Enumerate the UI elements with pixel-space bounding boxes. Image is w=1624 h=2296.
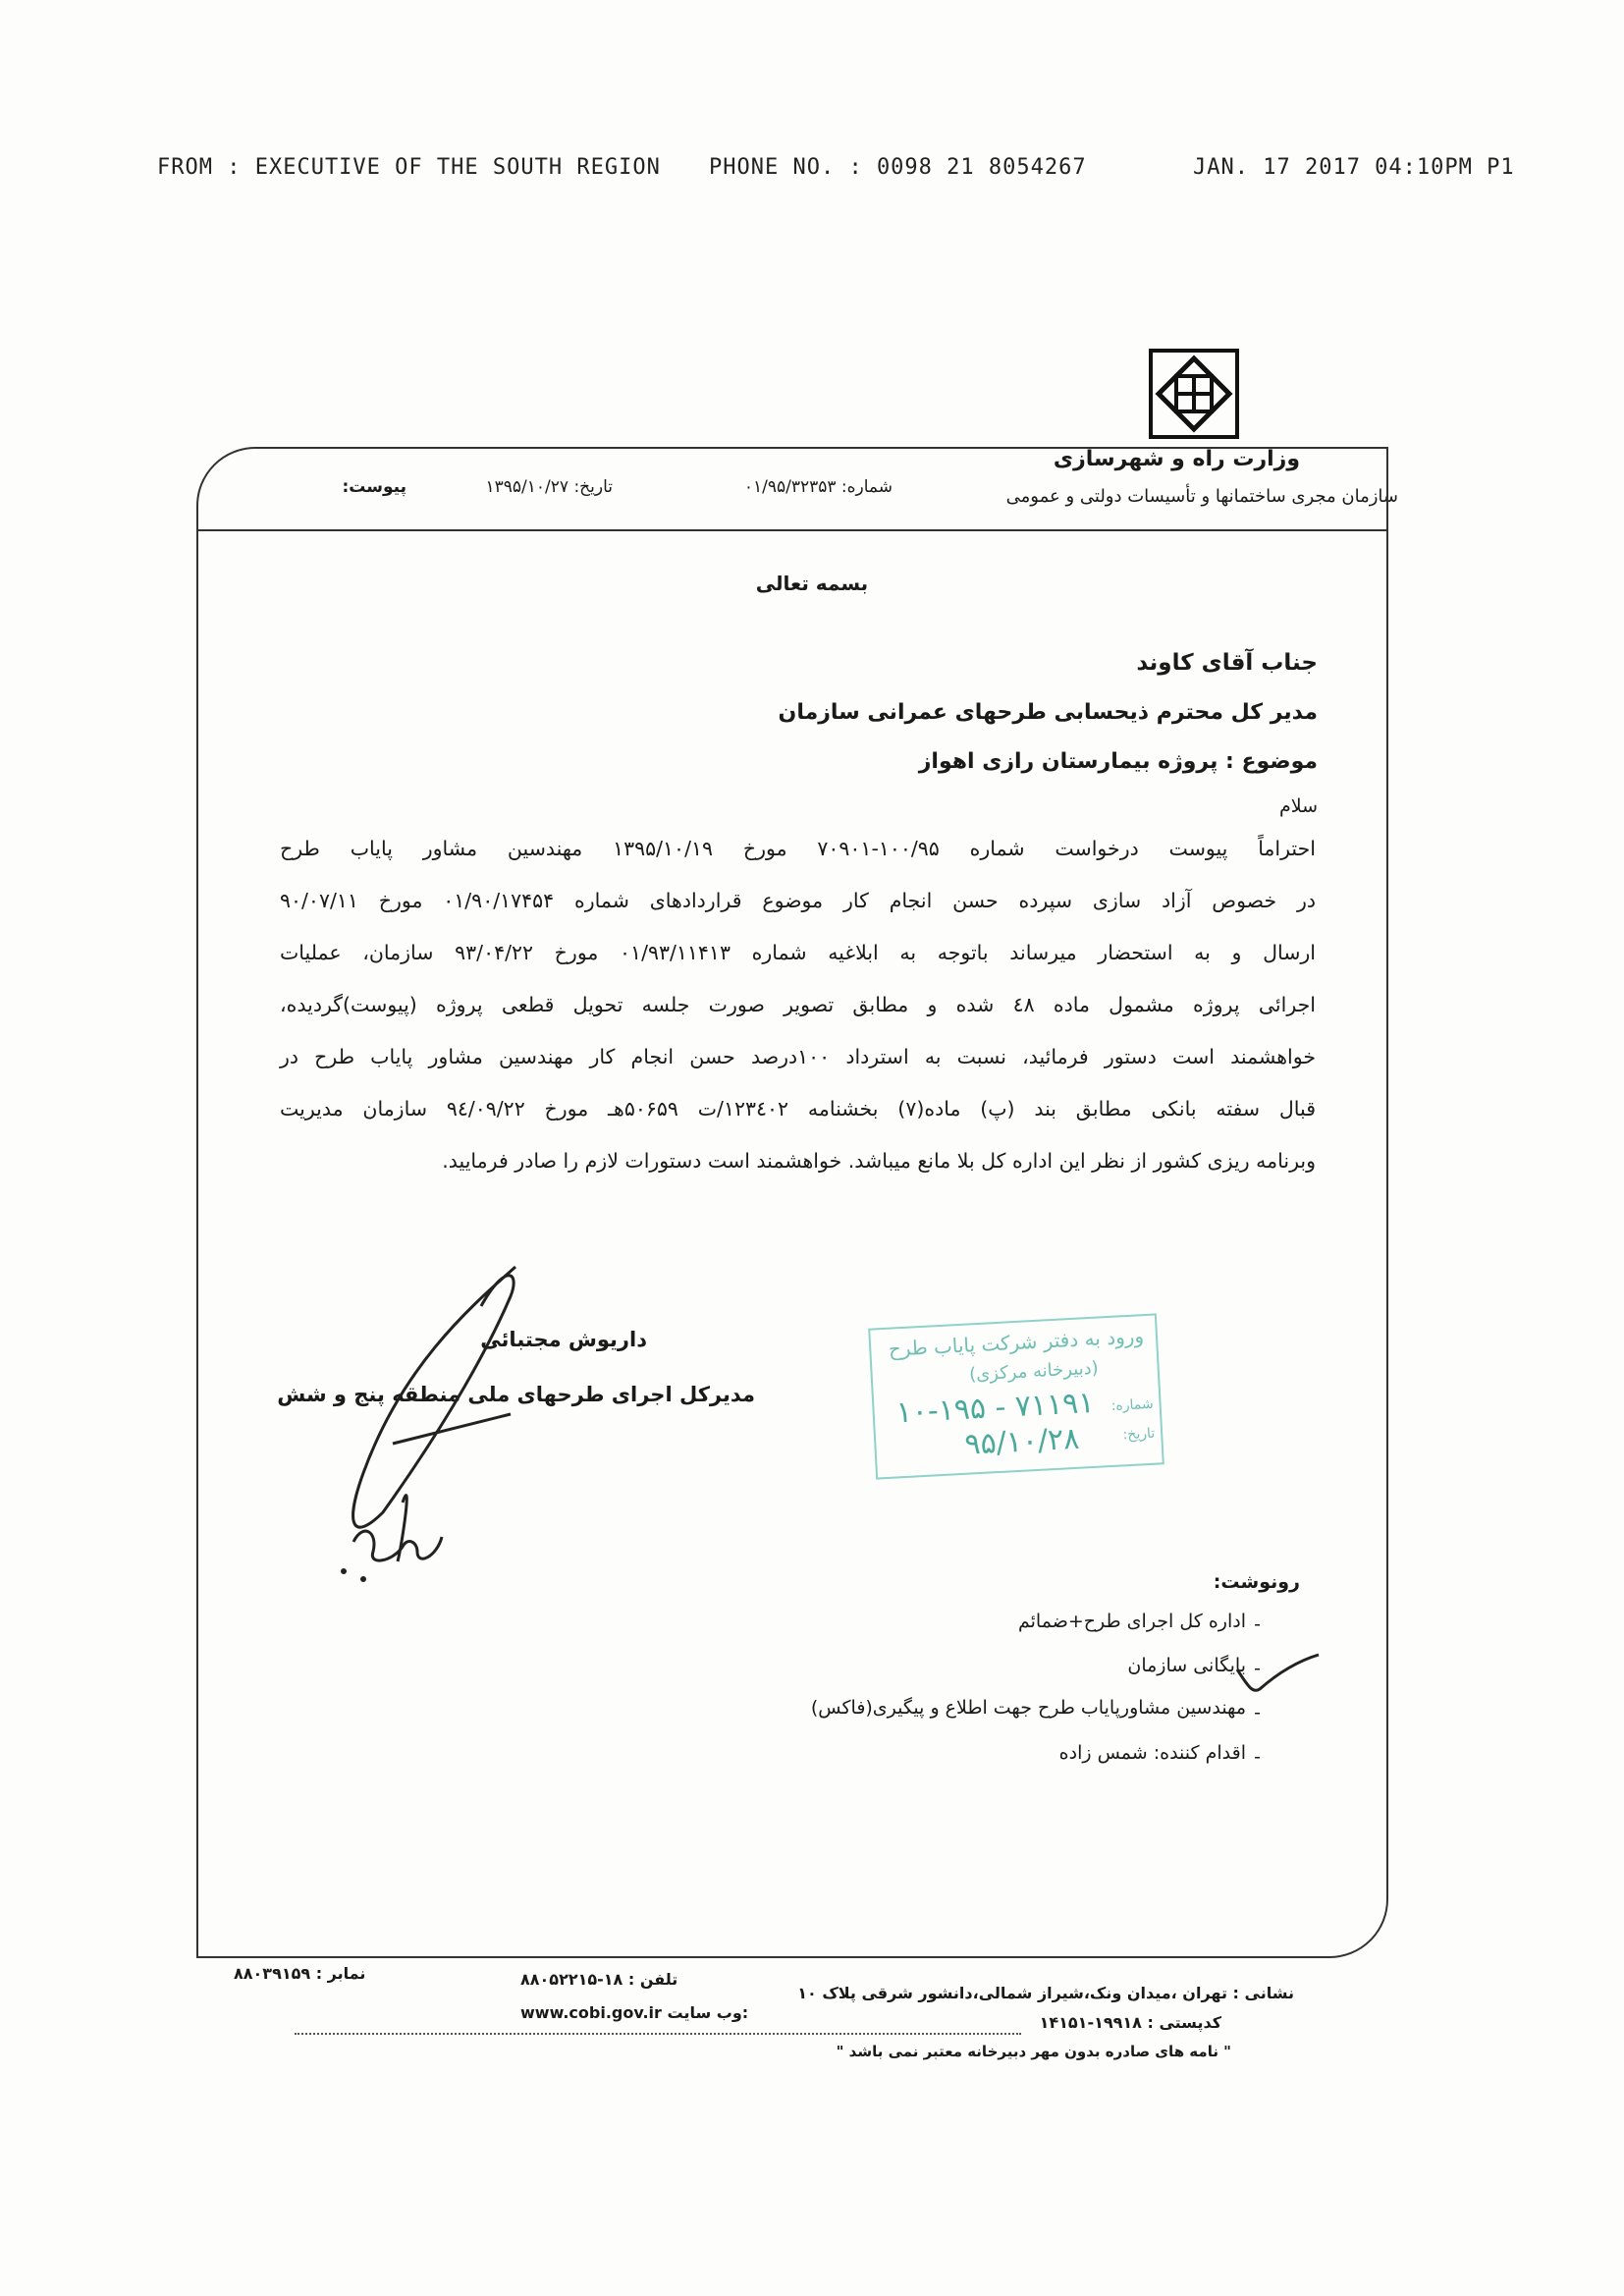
body-line: قبال سفته بانکی مطابق بند (پ) ماده(۷) بخشنامه ۱۲۳٤۰۲/ت ۵۰۶۵۹هـ مورخ ۹٤/۰۹/۲۲ سازمان مدیریت [280,1097,1317,1121]
body-line: وبرنامه ریزی کشور از نظر این اداره کل بلا مانع میباشد. خواهشمند است دستورات لازم را صادر فرمایید. [442,1149,1316,1173]
stamp-number-value: ۱۰-۱۹۵ - ۷۱۱۹۱ [894,1385,1096,1431]
organization-name: سازمان مجری ساختمانها و تأسیسات دولتی و عمومی [1005,486,1398,507]
footer-phone: تلفن : ۱۸-۸۸۰۵۲۲۱۵ [520,1970,678,1989]
footer-note: " نامه های صادره بدون مهر دبیرخانه معتبر نمی باشد " [836,2043,1231,2060]
website-value: www.cobi.gov.ir [520,2003,662,2022]
date-value: ۱۳۹۵/۱۰/۲۷ [485,477,569,497]
fax-phone: PHONE NO. : 0098 21 8054267 [709,155,1087,180]
attachment-label: پیوست: [342,477,406,497]
body-line: اجرائی پروژه مشمول ماده ٤٨ شده و مطابق تصویر صورت جلسه تحویل قطعی پروژه (پیوست)گردیده، [280,993,1316,1016]
subject: موضوع : پروژه بیمارستان رازی اهواز [918,749,1318,774]
website-label: وب سایت: [667,2003,749,2022]
body-line: احتراماً پیوست درخواست شماره ۱۰۰/۹۵-۷۰۹۰۱ مورخ ۱۳۹۵/۱۰/۱۹ مهندسین مشاور پایاب طرح [280,837,1316,860]
footer-postal: کدپستی : ۱۹۹۱۸-۱۴۱۵۱ [1039,2013,1221,2032]
stamp-date-value: ۹۵/۱۰/۲۸ [963,1421,1081,1462]
number-value: ۰۱/۹۵/۳۲۳۵۳ [743,477,837,497]
bismillah: بسمه تعالی [755,572,869,595]
ministry-name: وزارت راه و شهرسازی [1053,447,1300,471]
stamp-date-label: تاریخ: [1122,1425,1156,1444]
cc-bullet: - [1254,1746,1261,1768]
footer-fax: نمابر : ۸۸۰۳۹۱۵۹ [234,1964,366,1983]
receipt-stamp [868,1313,1164,1479]
signer-name: داریوش مجتبائی [480,1328,647,1351]
greeting: سلام [1278,795,1318,817]
number-label: شماره: [840,477,893,497]
body-line: ارسال و به استحضار میرساند باتوجه به ابلاغیه شماره ۰۱/۹۳/۱۱۴۱۳ مورخ ۹۳/۰۴/۲۲ سازمان، عملیات [280,941,1316,964]
body-line: در خصوص آزاد سازی سپرده حسن انجام کار موضوع قراردادهای شماره ۰۱/۹۰/۱۷۴۵۴ مورخ ۹۰/۰۷/۱۱ [280,889,1316,912]
stamp-line1: ورود به دفتر شرکت پایاب طرح [888,1324,1145,1361]
date-label: تاریخ: [573,477,613,497]
addressee-name: جناب آقای کاوند [1136,650,1318,676]
attachment-field [343,477,407,497]
ministry-logo-icon [1149,349,1239,439]
letter-body [280,823,1316,1187]
addressee-title: مدیر کل محترم ذیحسابی طرحهای عمرانی سازمان [778,700,1318,725]
cc-bullet: - [1254,1702,1261,1723]
cc-title: رونوشت: [1213,1571,1300,1593]
checkmark-icon [1232,1650,1321,1699]
cc-item: بایگانی سازمان [1127,1655,1246,1676]
cc-item: اقدام کننده: شمس زاده [1058,1742,1246,1764]
letter-number [744,477,893,497]
stamp-line2: (دبیرخانه مرکزی) [968,1357,1100,1386]
footer-address: نشانی : تهران ،میدان ونک،شیراز شمالی،دانشور شرقی پلاک ۱۰ [797,1984,1294,2002]
footer-divider [295,2033,1021,2035]
handwritten-signature-icon [324,1247,550,1601]
cc-item: مهندسین مشاورپایاب طرح جهت اطلاع و پیگیری(فاکس) [810,1697,1246,1719]
signer-title: مدیرکل اجرای طرحهای ملی منطقه پنج و شش [277,1383,755,1406]
stamp-number-label: شماره: [1110,1395,1155,1414]
cc-item: اداره کل اجرای طرح+ضمائم [1018,1611,1246,1632]
cc-bullet: - [1254,1658,1261,1679]
body-line: خواهشمند است دستور فرمائید، نسبت به استرداد ۱۰۰درصد حسن انجام کار مهندسین مشاور پایاب طرح در [280,1045,1316,1068]
footer-website [520,2003,748,2022]
fax-from: FROM : EXECUTIVE OF THE SOUTH REGION [157,155,661,180]
letter-date [486,477,613,497]
fax-datetime: JAN. 17 2017 04:10PM P1 [1193,155,1515,180]
cc-bullet: - [1254,1613,1261,1635]
